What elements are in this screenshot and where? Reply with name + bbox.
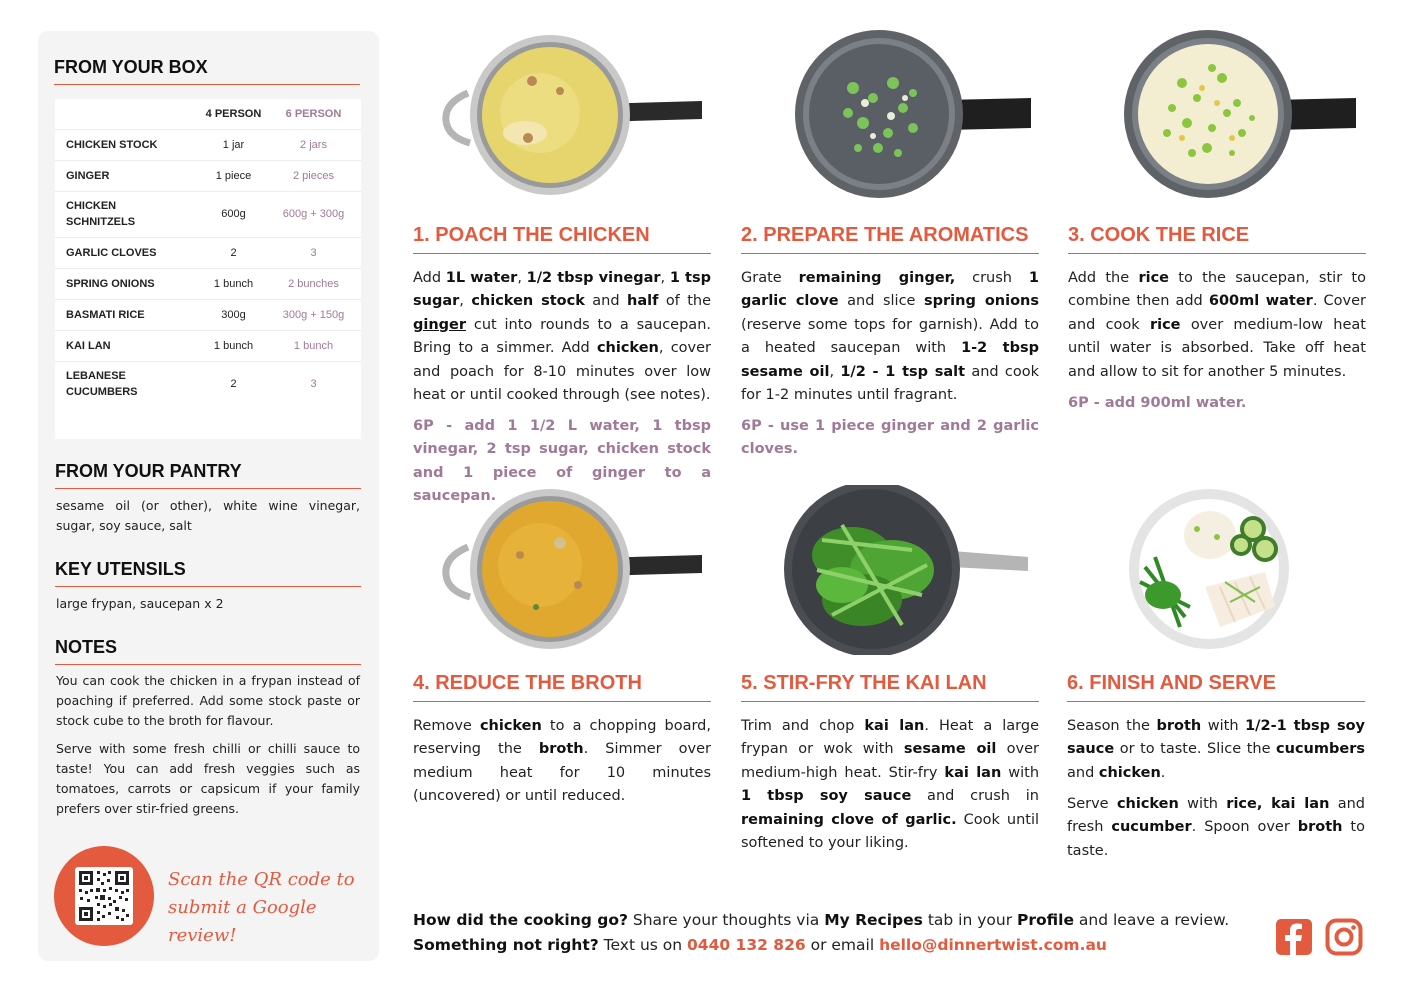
emphasis-text: remaining ginger,	[798, 270, 956, 286]
body-text: to the saucepan, stir to combine then add	[1068, 270, 1366, 310]
body-text: or to taste. Slice the	[1114, 741, 1277, 758]
ingredient-name: KAI LAN	[55, 330, 201, 361]
step-5-photo	[782, 485, 1030, 655]
qr-code-icon[interactable]	[75, 867, 133, 925]
ingredient-name: CHICKEN STOCK	[55, 129, 201, 160]
body-text: and cook for 1-2 minutes until fragrant.	[741, 363, 1039, 404]
qr-pattern	[75, 867, 133, 925]
emphasis-text: broth	[1156, 718, 1202, 734]
table-row	[55, 299, 361, 330]
body-text: ,	[660, 270, 670, 286]
step-1-note: 6P - add 1 1/2 L water, 1 tbsp vinegar, 2 tsp sugar, chicken stock and 1 piece of ginger to a saucepan.	[413, 418, 711, 505]
step-2-body	[741, 267, 1039, 407]
step-3-title: 3. COOK THE RICE	[1068, 224, 1366, 254]
step-6-body	[1067, 715, 1365, 785]
table-row	[55, 330, 361, 361]
ingredient-qty-6p: 3	[266, 237, 361, 268]
body-text: and fresh	[1067, 796, 1366, 836]
body-text: Season the	[1067, 718, 1157, 734]
body-text: Remove	[413, 718, 480, 734]
ingredient-qty-4p: 1 jar	[201, 129, 266, 160]
emphasis-text: chicken	[596, 340, 659, 357]
emphasis-text: 1L water	[445, 270, 518, 286]
ingredient-name: SPRING ONIONS	[55, 268, 201, 299]
notes-heading: NOTES	[55, 637, 361, 665]
emphasis-text: spring onions	[924, 293, 1039, 310]
emphasis-text: chicken	[1098, 764, 1161, 781]
step-5-title: 5. STIR-FRY THE KAI LAN	[741, 672, 1039, 702]
emphasis-text: kai lan	[944, 764, 1002, 781]
key-utensils-heading: KEY UTENSILS	[55, 559, 361, 587]
footer-question-1: How did the cooking go?	[413, 911, 628, 929]
body-text: cut into rounds to a saucepan. Bring to a simmer. Add	[413, 316, 711, 357]
emphasis-text: rice, kai lan	[1226, 796, 1330, 812]
footer-text-2a: Text us on	[598, 936, 688, 954]
step-4-body	[413, 715, 711, 809]
qr-code-badge[interactable]	[54, 846, 154, 946]
qr-caption-line-2: submit a Google review!	[168, 897, 317, 946]
emphasis-text: chicken stock	[471, 293, 585, 310]
qr-caption-line-1: Scan the QR code to	[168, 869, 355, 890]
step-1-photo	[440, 33, 702, 198]
emphasis-text: broth	[1297, 819, 1343, 836]
body-text: Grate	[741, 270, 799, 286]
emphasis-text: 600ml water	[1208, 293, 1313, 310]
body-text: over medium-high heat. Stir-fry	[741, 741, 1039, 781]
ingredient-qty-4p: 1 bunch	[201, 330, 266, 361]
footer-text-1b: tab in your	[922, 911, 1018, 929]
table-header-row	[55, 99, 361, 129]
sidebar	[38, 31, 379, 961]
body-text: with	[1201, 718, 1246, 734]
table-row	[55, 129, 361, 160]
table-row	[55, 160, 361, 191]
body-text: and	[1067, 764, 1099, 781]
footer-text-1c: and leave a review.	[1073, 911, 1230, 929]
emphasis-text: half	[627, 293, 659, 310]
body-text: . Heat a large frypan or wok with	[741, 718, 1040, 758]
facebook-icon[interactable]	[1275, 918, 1313, 956]
emphasis-text: broth	[538, 741, 584, 758]
step-3-note: 6P - add 900ml water.	[1068, 395, 1247, 411]
emphasis-text: 1-2 tbsp sesame oil	[741, 340, 1039, 380]
emphasis-text: 1 tsp sugar	[413, 270, 711, 310]
body-text: with	[1178, 796, 1227, 812]
ingredient-qty-6p: 1 bunch	[266, 330, 361, 361]
step-4-photo	[440, 487, 702, 652]
step-6-body-2	[1067, 793, 1365, 863]
table-row	[55, 191, 361, 237]
ingredient-qty-4p: 1 piece	[201, 160, 266, 191]
body-text: . Spoon over	[1191, 819, 1298, 836]
step-6-title: 6. FINISH AND SERVE	[1067, 672, 1365, 702]
body-text: over medium-low heat until water is absorbed. Take off heat and allow to sit for another 5 minutes.	[1068, 316, 1366, 380]
ingredient-qty-4p: 600g	[201, 191, 266, 237]
four-person-header: 4 PERSON	[205, 107, 262, 120]
emphasis-text: rice	[1138, 270, 1170, 286]
notes-paragraph-2: Serve with some fresh chilli or chilli sauce to taste! You can add fresh veggies such as tomatoes, carrots or capsicum if your family prefers over stir-fried greens.	[56, 741, 360, 816]
table-row	[55, 237, 361, 268]
ingredient-name: BASMATI RICE	[55, 299, 201, 330]
body-text: Add	[413, 270, 446, 286]
ingredient-qty-6p: 300g + 150g	[266, 299, 361, 330]
table-row	[55, 268, 361, 299]
profile-link[interactable]: Profile	[1017, 911, 1074, 929]
footer-text-2b: or email	[805, 936, 880, 954]
feedback-footer	[413, 908, 1263, 958]
step-4-title: 4. REDUCE THE BROTH	[413, 672, 711, 702]
body-text: to taste.	[1067, 819, 1365, 859]
step-2-photo	[793, 28, 1033, 200]
emphasis-text: cucumber	[1111, 819, 1192, 836]
ingredient-col-header	[55, 99, 201, 129]
body-text: ,	[459, 293, 472, 310]
body-text: crush	[955, 270, 1029, 286]
body-text: ,	[517, 270, 527, 286]
body-text: . Simmer over medium heat for 10 minutes (uncovered) or until reduced.	[413, 741, 711, 805]
from-your-pantry-heading: FROM YOUR PANTRY	[55, 461, 361, 489]
emphasis-text: ginger	[413, 316, 467, 333]
pantry-text: sesame oil (or other), white wine vinegar, sugar, soy sauce, salt	[56, 498, 360, 533]
emphasis-text: chicken	[479, 718, 542, 734]
footer-text-1a: Share your thoughts via	[627, 911, 825, 929]
body-text: to a chopping board, reserving the	[413, 718, 711, 758]
body-text: . Cover and cook	[1068, 293, 1366, 333]
body-text: Cook until softened to your liking.	[741, 811, 1039, 852]
utensils-text: large frypan, saucepan x 2	[56, 596, 224, 611]
ingredient-name: LEBANESE CUCUMBERS	[55, 361, 201, 407]
body-text: ,	[829, 363, 841, 380]
notes-paragraph-1: You can cook the chicken in a frypan instead of poaching if preferred. Add some stock paste or stock cube to the broth for flavour.	[56, 673, 360, 728]
step-1-body	[413, 267, 711, 407]
step-3-photo	[1122, 28, 1358, 200]
emphasis-text: 1 garlic clove	[741, 270, 1039, 310]
body-text: (reserve some tops for garnish). Add to a heated saucepan with	[741, 316, 1039, 357]
step-2-note: 6P - use 1 piece ginger and 2 garlic cloves.	[741, 418, 1039, 458]
emphasis-text: rice	[1149, 316, 1181, 333]
emphasis-text: 1/2 tbsp vinegar	[526, 270, 661, 286]
body-text: with	[1001, 764, 1040, 781]
body-text: .	[1160, 764, 1166, 781]
email-link[interactable]: hello@dinnertwist.com.au	[879, 936, 1107, 954]
emphasis-text: cucumbers	[1276, 741, 1365, 758]
instagram-icon[interactable]	[1325, 918, 1363, 956]
ingredient-qty-4p: 2	[201, 361, 266, 407]
body-text: , cover and poach for 8-10 minutes over low heat or until cooked through (see notes).	[413, 340, 711, 404]
step-5-body	[741, 715, 1039, 855]
step-3-body	[1068, 267, 1366, 384]
body-text: Trim and chop	[741, 718, 865, 734]
step-6-photo	[1125, 487, 1295, 652]
body-text: Add the	[1068, 270, 1139, 286]
six-person-header: 6 PERSON	[285, 107, 342, 120]
table-row	[55, 361, 361, 407]
emphasis-text: remaining clove of garlic.	[741, 811, 957, 828]
ingredient-name: GARLIC CLOVES	[55, 237, 201, 268]
ingredient-qty-4p: 300g	[201, 299, 266, 330]
ingredient-name: CHICKEN SCHNITZELS	[55, 191, 201, 237]
ingredient-qty-4p: 2	[201, 237, 266, 268]
ingredient-qty-6p: 3	[266, 361, 361, 407]
qr-caption	[168, 866, 368, 950]
emphasis-text: 1/2 - 1 tsp salt	[840, 363, 966, 380]
body-text: and crush in	[911, 788, 1039, 805]
footer-line-2	[413, 933, 1263, 958]
ingredient-name: GINGER	[55, 160, 201, 191]
emphasis-text: chicken	[1116, 796, 1179, 812]
emphasis-text: 1/2-1 tbsp soy sauce	[1067, 718, 1365, 758]
ingredient-qty-4p: 1 bunch	[201, 268, 266, 299]
step-1-title: 1. POACH THE CHICKEN	[413, 224, 711, 254]
emphasis-text: 1 tbsp soy sauce	[741, 788, 912, 805]
ingredient-qty-6p: 2 jars	[266, 129, 361, 160]
body-text: and slice	[838, 293, 925, 310]
footer-line-1	[413, 908, 1263, 933]
body-text: and	[584, 293, 627, 310]
phone-link[interactable]: 0440 132 826	[687, 936, 806, 954]
body-text: of the	[658, 293, 712, 310]
emphasis-text: kai lan	[864, 718, 925, 734]
body-text: Serve	[1067, 796, 1117, 812]
footer-question-2: Something not right?	[413, 936, 599, 954]
emphasis-text: sesame oil	[903, 741, 997, 758]
ingredient-qty-6p: 2 bunches	[266, 268, 361, 299]
my-recipes-link[interactable]: My Recipes	[824, 911, 923, 929]
from-your-box-heading: FROM YOUR BOX	[54, 57, 360, 85]
ingredient-qty-6p: 2 pieces	[266, 160, 361, 191]
step-2-title: 2. PREPARE THE AROMATICS	[741, 224, 1039, 254]
ingredient-qty-6p: 600g + 300g	[266, 191, 361, 237]
ingredients-table	[55, 99, 361, 439]
